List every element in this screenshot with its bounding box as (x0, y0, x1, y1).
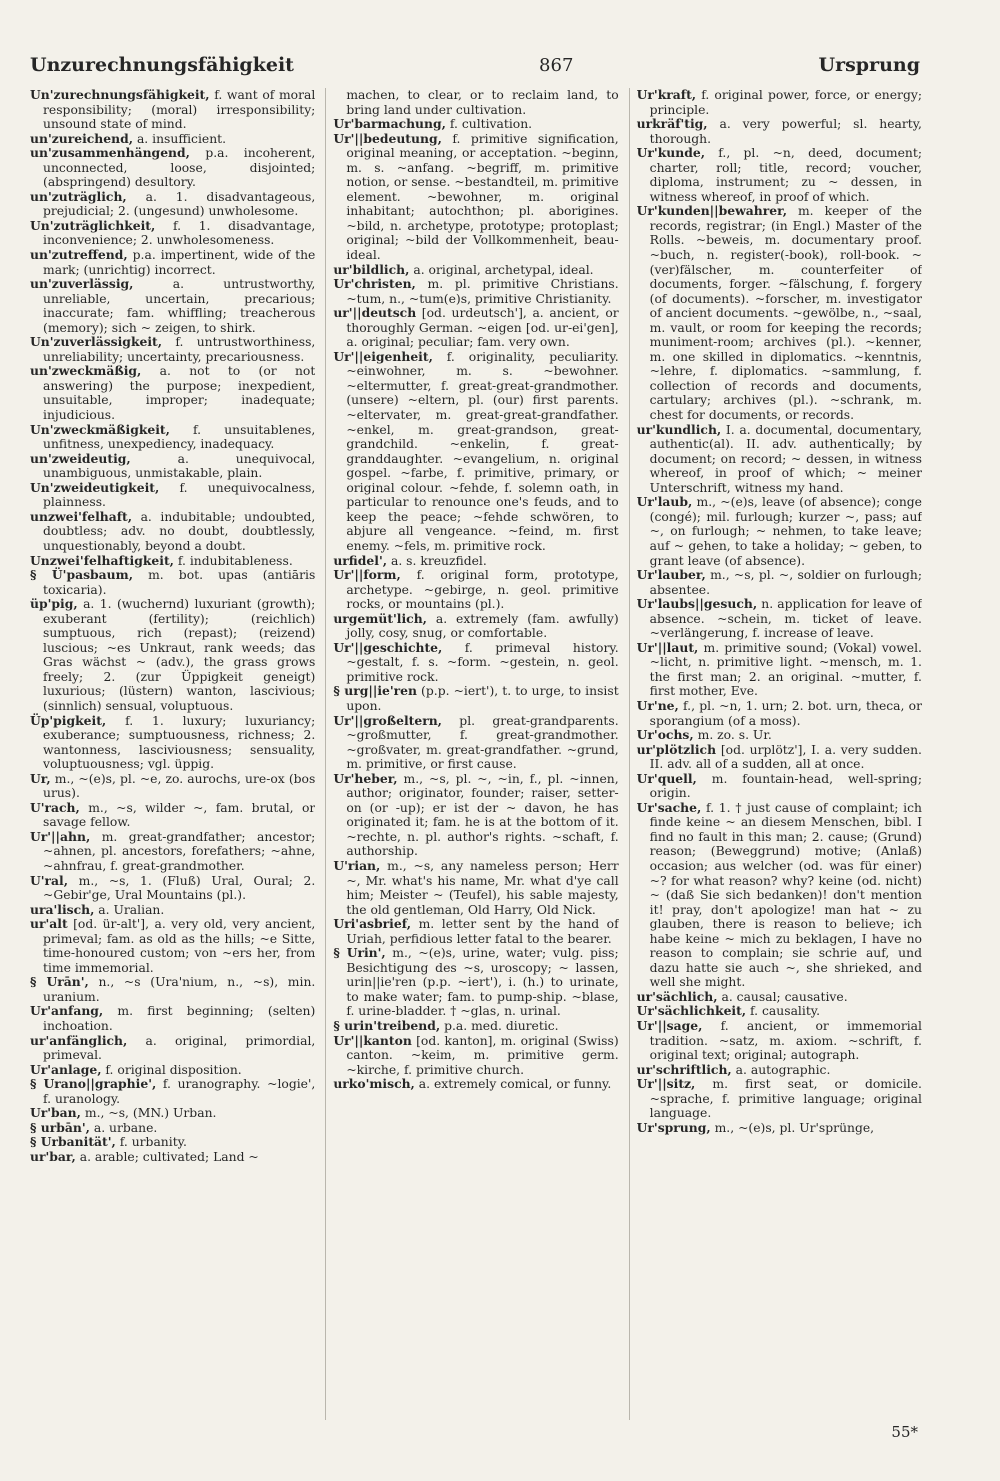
dictionary-entry (30, 481, 315, 510)
entry-definition: n. application for leave of absence. ~schein, m. ticket of leave. ~verlängerung, f. increase of leave. (649, 597, 922, 641)
entry-definition: f. indubitableness. (173, 553, 293, 568)
entry-definition: a. indubitable; undoubted, doubtless; adv. no doubt, doubtlessly, unquestionably, beyond a doubt. (43, 509, 316, 553)
dictionary-entry (30, 510, 315, 554)
dictionary-entry (637, 641, 922, 699)
dictionary-entry (30, 772, 315, 801)
dictionary-entry (637, 1121, 922, 1136)
entry-definition: f. uranography. ~logie', f. uranology. (43, 1077, 316, 1106)
entry-definition: a. very powerful; sl. hearty, thorough. (649, 117, 922, 146)
entry-definition: m. primitive sound; (Vokal) vowel. ~licht, n. primitive light. ~mensch, m. 1. the first man; 2. an original. ~mutter, f. first mother, Eve. (649, 640, 922, 699)
dictionary-entry (637, 801, 922, 990)
dictionary-entry (637, 423, 922, 496)
entry-headword: Ur'anlage, (30, 1061, 102, 1077)
dictionary-entry (30, 1150, 315, 1165)
entry-definition: p.a. med. diuretic. (440, 1019, 559, 1033)
entry-headword: Un'zweideutigkeit, (30, 479, 160, 495)
entry-headword: ur'bar, (30, 1148, 76, 1164)
entry-definition: a. autographic. (731, 1062, 831, 1077)
entry-definition: a. untrustworthy, unreliable, uncertain, precarious; inaccurate; fam. whiffling; treacherous (memory); sich ~ zeigen, to shirk. (43, 277, 316, 335)
entry-headword: un'zuverlässig, (30, 276, 134, 292)
entry-definition: a. extremely (fam. awfully) jolly, cosy, snug, or comfortable. (346, 611, 619, 641)
dictionary-entry (333, 306, 618, 350)
dictionary-entry (637, 772, 922, 801)
entry-definition: a. 1. (wuchernd) luxuriant (growth); exuberant (fertility); (reichlich) sumptuous, rich (repast); (reizend) luscious; ~es Unkraut, rank weeds; das Gras wächst ~ (adv.), the grass grows freely; 2. (zur Üppigkeit geneigt) luxurious; (lüstern) wanton, lascivious; (sinnlich) sensual, voluptuous. (43, 597, 316, 713)
dictionary-entry (30, 364, 315, 422)
entry-headword: Un'zuverlässigkeit, (30, 334, 163, 350)
entry-headword: Ur'lauber, (636, 567, 706, 583)
dictionary-entry (30, 874, 315, 903)
dictionary-entry (30, 423, 315, 452)
dictionary-entry (637, 743, 922, 772)
dictionary-entry (637, 597, 922, 641)
entry-headword: Uri'asbrief, (333, 916, 412, 932)
entry-headword: urgemüt'lich, (333, 610, 427, 626)
entry-definition: f. ancient, or immemorial tradition. ~satz, m. axiom. ~schrift, f. original text; original; autograph. (649, 1019, 922, 1063)
entry-headword: Ur'ban, (30, 1105, 81, 1121)
entry-headword: Ur'||großeltern, (333, 712, 442, 728)
entry-headword: un'zusammenhängend, (30, 145, 190, 161)
entry-definition: m. bot. upas (antiāris toxicaria). (43, 568, 316, 597)
entry-headword: un'zuträglich, (30, 188, 127, 204)
entry-headword: § Urān', (30, 974, 89, 990)
entry-headword: Ur'kraft, (636, 88, 697, 102)
entry-definition: f. urbanity. (115, 1135, 187, 1150)
running-header (30, 40, 920, 76)
dictionary-entry (30, 1063, 315, 1078)
entry-definition: [od. kanton], m. original (Swiss) canton. ~keim, m. primitive germ. ~kirche, f. primitive church. (346, 1033, 619, 1077)
entry-definition: m. keeper of the records, registrar; (in Engl.) Master of the Rolls. ~beweis, m. documentary proof. ~buch, n. register(-book), roll-book. ~(ver)fälscher, m. counterfeiter of documents, forger. ~fälschung, f. forgery (of documents). ~forscher, m. investigator of ancient documents. ~gewölbe, n., ~saal, m. vault, or room for keeping the records; muniment-room; archives (pl.). ~kenner, m. one skilled in diplomatics. ~kenntnis, ~lehre, f. diplomatics. ~sammlung, f. collection of records and documents, cartulary; archives (pl.). ~schrank, m. chest for documents, or records. (649, 204, 922, 423)
dictionary-entry (333, 1077, 618, 1092)
entry-definition: m., ~(e)s, pl. ~e, zo. aurochs, ure-ox (bos urus). (43, 771, 316, 801)
entry-definition: f., pl. ~n, 1. urn; 2. bot. urn, theca, or sporangium (of a moss). (649, 698, 922, 728)
entry-definition: p.a. impertinent, wide of the mark; (unrichtig) incorrect. (43, 248, 316, 277)
entry-definition: m., ~(e)s, leave (of absence); conge (congé); mil. furlough; kurzer ~, pass; auf ~, on furlough; ~ nehmen, to take leave; auf ~ gehen, to take a holiday; ~ geben, to grant leave (of absence). (649, 495, 922, 568)
entry-headword: Ur'||laut, (636, 639, 699, 655)
entry-definition: f. unequivocalness, plainness. (43, 480, 316, 510)
dictionary-entry (637, 495, 922, 568)
dictionary-entry (30, 917, 315, 975)
entry-headword: Ur'kunden||bewahrer, (636, 203, 787, 219)
dictionary-entry (333, 641, 618, 685)
dictionary-entry (637, 204, 922, 422)
dictionary-entry (30, 801, 315, 830)
dictionary-entry (333, 684, 618, 713)
entry-headword: Un'zuträglichkeit, (30, 217, 156, 233)
entry-headword: U'rach, (30, 799, 80, 815)
entry-definition: m. great-grandfather; ancestor; ~ahnen, pl. ancestors, forefathers; ~ahne, ~ahnfrau, f. great-grandmother. (43, 829, 316, 873)
entry-definition: f. cultivation. (445, 117, 533, 132)
entry-definition: m., ~(e)s, pl. Ur'sprünge, (710, 1120, 875, 1135)
dictionary-entry (637, 699, 922, 728)
dictionary-entry (30, 219, 315, 248)
column-3 (629, 88, 922, 1420)
dictionary-entry (333, 612, 618, 641)
entry-headword: ur'||deutsch (333, 305, 417, 321)
entry-headword: Ur'||ahn, (30, 828, 91, 844)
entry-headword: Ur'||sitz, (636, 1076, 696, 1092)
entry-headword: Ur'||eigenheit, (333, 348, 433, 364)
dictionary-entry (30, 277, 315, 335)
entry-definition: m. pl. primitive Christians. ~tum, n., ~tum(e)s, primitive Christianity. (346, 277, 619, 306)
dictionary-entry (637, 1077, 922, 1121)
dictionary-entry (637, 88, 922, 117)
entry-headword: ur'plötzlich (636, 741, 717, 757)
entry-definition: m. letter sent by the hand of Uriah, perfidious letter fatal to the bearer. (346, 917, 619, 946)
header-right-headword: Ursprung (818, 54, 920, 76)
entry-headword: Ur'||geschichte, (333, 639, 443, 655)
entry-headword: ur'kundlich, (636, 421, 722, 437)
entry-definition: f., pl. ~n, deed, document; charter, roll; title, record; voucher, diploma, instrument; zu ~ dessen, in witness whereof, in proof of which. (649, 146, 922, 204)
entry-headword: Ur'kunde, (636, 145, 705, 161)
column-1 (30, 88, 315, 1420)
entry-definition: f. original form, prototype, archetype. ~gebirge, n. geol. primitive rocks, or mountains (pl.). (346, 568, 619, 612)
entry-definition: m., ~s, pl. ~, soldier on furlough; absentee. (649, 568, 922, 597)
column-2 (325, 88, 618, 1420)
entry-headword: Ur'christen, (333, 276, 416, 292)
dictionary-entry (333, 1019, 618, 1034)
entry-headword: § Urbanität', (30, 1134, 116, 1150)
dictionary-entry (637, 568, 922, 597)
entry-headword: § Ü'pasbaum, (30, 567, 133, 583)
entry-headword: Ur'||sage, (636, 1018, 703, 1033)
entry-definition: f. causality. (746, 1004, 821, 1019)
dictionary-entry (333, 772, 618, 859)
entry-definition: a. s. kreuzfidel. (387, 553, 487, 568)
entry-definition: [od. urplötz'], I. a. very sudden. II. adv. all of a sudden, all at once. (649, 742, 922, 772)
entry-headword: ur'sächlich, (636, 988, 718, 1004)
dictionary-entry (30, 554, 315, 569)
dictionary-columns (30, 88, 922, 1420)
entry-definition: a. original, archetypal, ideal. (409, 262, 594, 277)
dictionary-entry (30, 146, 315, 190)
entry-headword: ura'lisch, (30, 901, 95, 917)
entry-headword: un'zweckmäßig, (30, 363, 142, 379)
entry-definition: f. want of moral responsibility; (moral) irresponsibility; unsound state of mind. (43, 88, 316, 132)
dictionary-entry (30, 1004, 315, 1033)
header-left-headword: Unzurechnungsfähigkeit (30, 54, 294, 76)
dictionary-entry (333, 88, 618, 117)
entry-definition: n., ~s (Ura'nium, n., ~s), min. uranium. (43, 975, 316, 1004)
dictionary-entry (30, 190, 315, 219)
entry-definition: f. 1. † just cause of complaint; ich finde keine ~ an diesem Menschen, bibl. I find no fault in this man; 2. cause; (Grund) reason; (Beweggrund) motive; (Anlaß) occasion; aus welcher (od. was für einer) ~? for what reason? why? keine (od. nicht) ~ (daß Sie sich bedanken)! don't mention it! pray, don't apologize! man hat ~ zu glauben, there is reason to believe; ich habe keine ~ mich zu beklagen, I have no reason to complain; sie schrie auf, und dazu hatte sie auch ~, she shrieked, and well she might. (649, 800, 922, 990)
entry-headword: Ur'||bedeutung, (333, 130, 442, 146)
dictionary-entry (30, 830, 315, 874)
dictionary-entry (333, 714, 618, 772)
entry-definition: f. original power, force, or energy; principle. (649, 88, 922, 117)
entry-headword: ur'bildlich, (333, 261, 410, 277)
dictionary-entry (333, 568, 618, 612)
entry-headword: un'zweideutig, (30, 450, 131, 466)
entry-definition: a. Uralian. (94, 902, 165, 917)
entry-definition: f. primeval history. ~gestalt, f. s. ~form. ~gestein, n. geol. primitive rock. (346, 640, 619, 684)
entry-definition: m. first seat, or domicile. ~sprache, f. primitive language; original language. (649, 1077, 922, 1121)
entry-definition: a. arable; cultivated; Land ~ (75, 1149, 259, 1164)
entry-definition: a. insufficient. (133, 131, 227, 146)
dictionary-entry (30, 568, 315, 597)
entry-headword: urko'misch, (333, 1076, 415, 1092)
entry-headword: urkräf'tig, (636, 116, 708, 132)
entry-headword: Ur'laubs||gesuch, (636, 596, 758, 612)
entry-headword: Ur'ochs, (636, 727, 694, 743)
dictionary-entry (30, 903, 315, 918)
entry-headword: Ur'sprung, (636, 1119, 711, 1135)
entry-definition: m., ~s, any nameless person; Herr ~, Mr. what's his name, Mr. what d'ye call him; Meister ~ (Teufel), his sable majesty, the old gentleman, Old Harry, Old Nick. (346, 858, 619, 917)
entry-headword: Ur'laub, (636, 494, 693, 510)
entry-headword: Ur'||form, (333, 567, 401, 583)
dictionary-entry (333, 917, 618, 946)
dictionary-entry (30, 335, 315, 364)
page-number: 867 (539, 55, 574, 76)
entry-definition: f. original disposition. (101, 1062, 242, 1077)
dictionary-entry (30, 1121, 315, 1136)
dictionary-entry (30, 1077, 315, 1106)
entry-definition: m. first beginning; (selten) inchoation. (43, 1004, 316, 1033)
entry-definition: m., ~(e)s, urine, water; vulg. piss; Besichtigung des ~s, uroscopy; ~ lassen, urin||ie'ren (p.p. ~iert'), i. (h.) to urinate, to make water; fam. to pump-ship. ~blase, f. urine-bladder. † ~glas, n. urinal. (346, 946, 619, 1019)
entry-headword: Un'zurechnungsfähigkeit, (30, 88, 210, 102)
entry-headword: urfidel', (333, 552, 388, 568)
entry-headword: Un'zweckmäßigkeit, (30, 421, 170, 437)
dictionary-entry (333, 263, 618, 278)
entry-headword: § Urin', (333, 945, 386, 961)
dictionary-entry (637, 1004, 922, 1019)
entry-definition: a. not to (or not answering) the purpose; inexpedient, unsuitable, improper; inadequate; injudicious. (43, 364, 316, 423)
entry-headword: ur'schriftlich, (636, 1061, 732, 1077)
entry-definition: p.a. incoherent, unconnected, loose, disjointed; (abspringend) desultory. (43, 146, 316, 190)
entry-headword: üp'pig, (30, 596, 78, 612)
entry-definition: a. urbane. (89, 1120, 158, 1135)
entry-headword: § Urano||graphie', (30, 1076, 157, 1092)
entry-definition: a. unequivocal, unambiguous, unmistakable, plain. (43, 451, 316, 481)
entry-definition: m., ~s, 1. (Fluß) Ural, Oural; 2. ~Gebir'ge, Ural Mountains (pl.). (43, 873, 316, 903)
dictionary-entry (637, 990, 922, 1005)
entry-definition: a. original, primordial, primeval. (43, 1033, 316, 1063)
dictionary-entry (333, 859, 618, 917)
dictionary-entry (30, 1034, 315, 1063)
entry-headword: Unzwei'felhaftigkeit, (30, 552, 174, 568)
dictionary-entry (30, 714, 315, 772)
entry-definition: [od. urdeutsch'], a. ancient, or thoroughly German. ~eigen [od. ur-ei'gen], a. original; peculiar; fam. very own. (346, 306, 619, 350)
entry-headword: U'ral, (30, 872, 69, 888)
entry-headword: ur'alt (30, 916, 68, 932)
dictionary-entry (333, 1034, 618, 1078)
entry-definition: a. causal; causative. (717, 989, 848, 1004)
entry-definition: m. zo. s. Ur. (693, 728, 772, 743)
entry-headword: unzwei'felhaft, (30, 508, 133, 524)
dictionary-entry (637, 146, 922, 204)
entry-headword: un'zureichend, (30, 130, 134, 146)
entry-definition: [od. ür-alt'], a. very old, very ancient, primeval; fam. as old as the hills; ~e Sitte, time-honoured custom; von ~ers her, from time immemorial. (43, 917, 316, 975)
dictionary-entry (637, 1063, 922, 1078)
entry-headword: Ur'sache, (636, 799, 702, 815)
dictionary-entry (333, 554, 618, 569)
entry-headword: un'zutreffend, (30, 247, 128, 263)
dictionary-entry (30, 975, 315, 1004)
entry-definition: machen, to clear, or to reclaim land, to bring land under cultivation. (346, 88, 619, 117)
dictionary-entry (333, 946, 618, 1019)
dictionary-entry (333, 132, 618, 263)
entry-definition: m., ~s, (MN.) Urban. (80, 1106, 217, 1121)
entry-headword: ur'anfänglich, (30, 1032, 128, 1048)
dictionary-entry (30, 88, 315, 132)
entry-definition: f. 1. luxury; luxuriancy; exuberance; sumptuousness, richness; 2. wantonness, lasciviousness; sensuality, voluptuousness; vgl. üppig. (43, 713, 316, 772)
entry-headword: Ur'||kanton (333, 1032, 412, 1048)
dictionary-entry (30, 1135, 315, 1150)
dictionary-entry (333, 350, 618, 554)
entry-headword: § urbān', (30, 1119, 90, 1135)
entry-definition: f. originality, peculiarity. ~einwohner, m. s. ~bewohner. ~eltermutter, f. great-great-grandmother. (unsere) ~eltern, pl. (our) first parents. ~eltervater, m. great-great-grandfather. ~enkel, m. great-grandson, great-grandchild. ~enkelin, f. great-granddaughter. ~evangelium, n. original gospel. ~farbe, f. primitive, primary, or original colour. ~fehde, f. solemn oath, in particular to renounce one's feuds, and to keep the peace; ~fehde schwören, to abjure all vengeance. ~feind, m. first enemy. ~fels, m. primitive rock. (346, 349, 619, 553)
entry-headword: Ur, (30, 770, 51, 786)
entry-definition: pl. great-grandparents. ~großmutter, f. great-grandmother. ~großvater, m. great-grandfather. ~grund, m. primitive, or first cause. (346, 713, 619, 772)
entry-definition: I. a. documental, documentary, authentic(al). II. adv. authentically; by document; on record; ~ dessen, in witness whereof, in proof of which; ~ meiner Unterschrift, witness my hand. (649, 422, 922, 495)
entry-definition: f. primitive signification, original meaning, or acceptation. ~beginn, m. s. ~anfang. ~begriff, m. primitive notion, or sense. ~bestandteil, m. primitive element. ~bewohner, m. original inhabitant; autochthon; pl. aborigines. ~bild, n. archetype, prototype; protoplast; original; ~bild der Vollkommenheit, beau-ideal. (346, 131, 619, 263)
entry-definition: a. 1. disadvantageous, prejudicial; 2. (ungesund) unwholesome. (43, 189, 316, 219)
entry-headword: Ur'heber, (333, 770, 398, 786)
dictionary-entry (637, 1019, 922, 1063)
dictionary-entry (30, 132, 315, 147)
entry-headword: § urin'treibend, (333, 1018, 441, 1033)
dictionary-entry (30, 452, 315, 481)
entry-definition: m. fountain-head, well-spring; origin. (649, 771, 922, 801)
entry-definition: f. 1. disadvantage, inconvenience; 2. unwholesomeness. (43, 218, 316, 248)
dictionary-entry (30, 248, 315, 277)
dictionary-entry (30, 597, 315, 713)
entry-headword: Ur'ne, (636, 697, 679, 713)
entry-headword: § urg||ie'ren (333, 683, 417, 699)
entry-headword: Ur'anfang, (30, 1003, 104, 1019)
entry-headword: Ur'quell, (636, 770, 697, 786)
entry-headword: U'rian, (333, 857, 381, 873)
entry-definition: m., ~s, wilder ~, fam. brutal, or savage fellow. (43, 800, 316, 830)
entry-definition: (p.p. ~iert'), t. to urge, to insist upon. (346, 684, 619, 713)
dictionary-entry (637, 117, 922, 146)
entry-definition: m., ~s, pl. ~, ~in, f., pl. ~innen, author; originator, founder; raiser, setter-on (or -up); er ist der ~ davon, he has originated it; fam. he is at the bottom of it. ~rechte, n. pl. author's rights. ~schaft, f. authorship. (346, 771, 619, 859)
entry-definition: f. untrustworthiness, unreliability; uncertainty, precariousness. (43, 335, 316, 364)
signature-mark: 55* (891, 1423, 918, 1441)
entry-headword: Üp'pigkeit, (30, 712, 107, 728)
entry-headword: Ur'sächlichkeit, (636, 1003, 747, 1019)
entry-headword: Ur'barmachung, (333, 116, 446, 132)
dictionary-entry (333, 277, 618, 306)
dictionary-entry (333, 117, 618, 132)
entry-definition: a. extremely comical, or funny. (414, 1077, 612, 1092)
entry-definition: f. unsuitablenes, unfitness, unexpediency, inadequacy. (43, 422, 316, 452)
dictionary-entry (30, 1106, 315, 1121)
dictionary-entry (637, 728, 922, 743)
